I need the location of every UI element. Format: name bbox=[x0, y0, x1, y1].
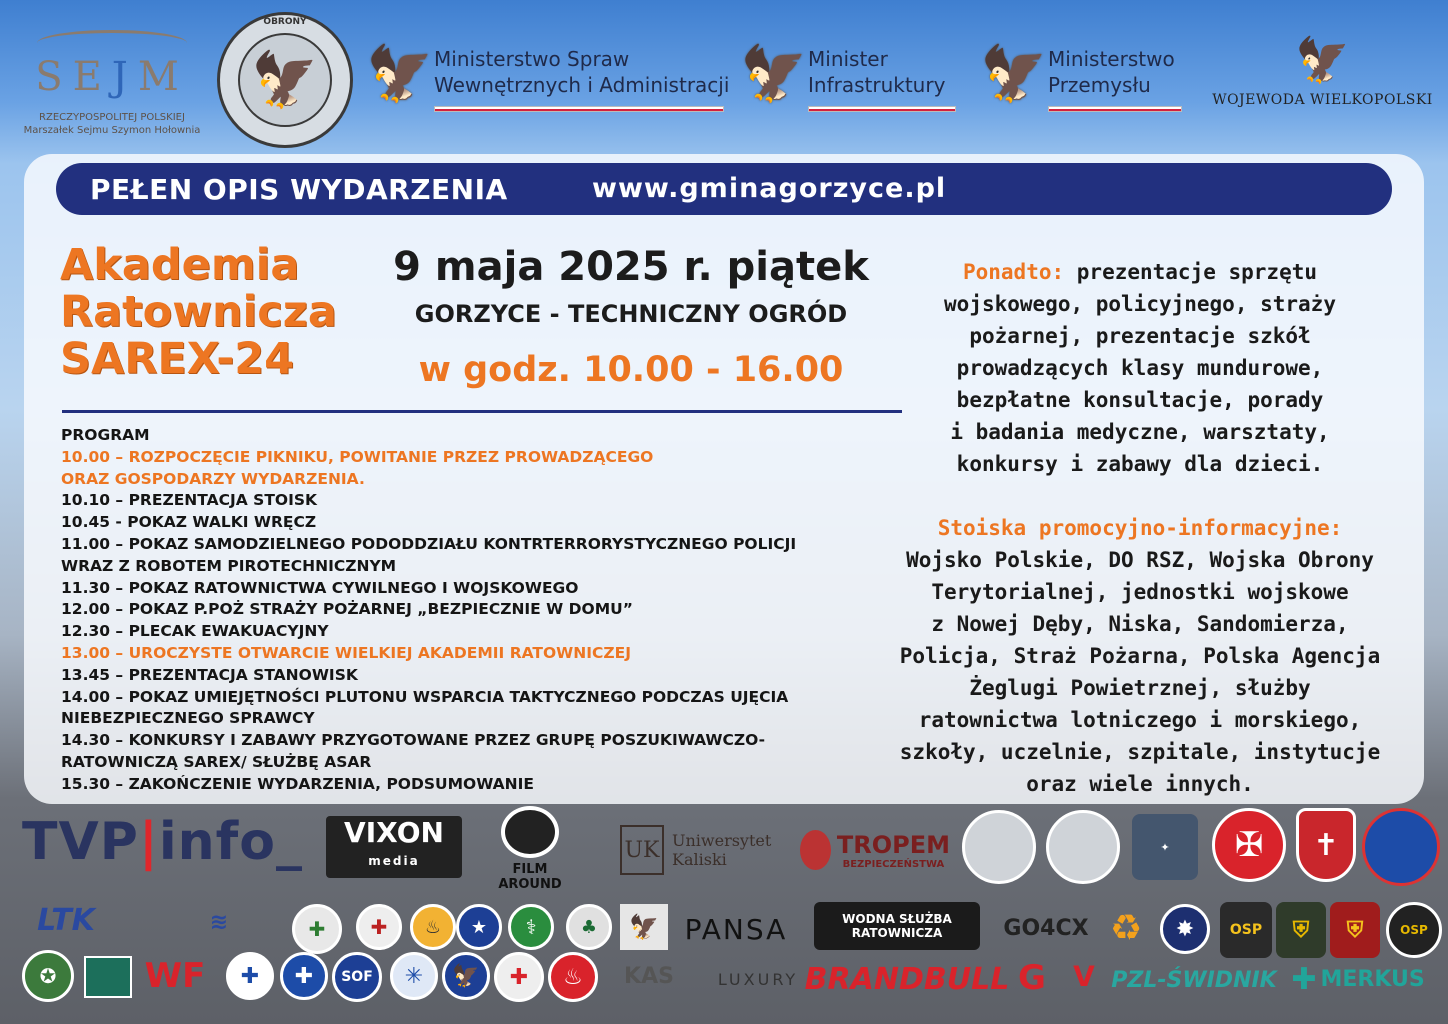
sejm-logo bbox=[22, 30, 202, 136]
sejm-subtitle: RZECZYPOSPOLITEJ POLSKIEJ bbox=[39, 112, 185, 123]
ministry-industry-logo bbox=[980, 34, 1182, 114]
program-item: 12.00 – POKAZ P.POŻ STRAŻY POŻARNEJ „BEZPIECZNIE W DOMU” bbox=[61, 600, 633, 619]
event-title bbox=[60, 242, 337, 383]
sejm-word-right: M bbox=[137, 54, 189, 100]
event-hours: w godz. 10.00 - 16.00 bbox=[418, 350, 844, 390]
program-item: RATOWNICZĄ SAREX/ SŁUŻBĘ ASAR bbox=[61, 752, 372, 771]
seal-text: OBRONY bbox=[263, 17, 307, 27]
fire-badge-icon: ♨ bbox=[410, 904, 456, 950]
program-item: 15.30 – ZAKOŃCZENIE WYDARZENIA, PODSUMOWANIE bbox=[61, 774, 534, 793]
map-badge-icon bbox=[1046, 810, 1120, 884]
extra-label: Ponadto: bbox=[962, 260, 1065, 284]
stands-line: Terytorialnej, jednostki wojskowe bbox=[931, 580, 1349, 604]
search-rescue-badge-icon bbox=[1362, 808, 1440, 886]
ministry-line2: Wewnętrznych i Administracji bbox=[434, 73, 730, 97]
sejm-arch-icon bbox=[37, 30, 187, 56]
program-item: 13.00 – UROCZYSTE OTWARCIE WIELKIEJ AKADEMII RATOWNICZEJ bbox=[61, 643, 631, 662]
header-title: PEŁEN OPIS WYDARZENIA bbox=[90, 173, 508, 206]
tropem-logo: TROPEM BEZPIECZEŃSTWA bbox=[800, 824, 950, 876]
ministry-line1: Ministerstwo bbox=[1048, 47, 1175, 71]
pzl-swidnik-logo: PZL-ŚWIDNIK bbox=[1111, 967, 1277, 993]
uniwersytet-kaliski-logo: UK Uniwersytet Kaliski bbox=[620, 822, 788, 878]
ministry-line2: Przemysłu bbox=[1048, 73, 1151, 97]
forest-service-badge-icon: ♣ bbox=[566, 904, 612, 950]
forest-badge-icon bbox=[962, 810, 1036, 884]
eagle-round-badge-icon: 🦅 bbox=[442, 952, 490, 1000]
minister-infrastructure-logo bbox=[740, 34, 956, 114]
ministry-line1: Minister bbox=[808, 47, 888, 71]
defense-seal-logo bbox=[217, 12, 353, 148]
kas-logo-icon: KAS bbox=[624, 963, 674, 989]
film-around-logo: FILM AROUND bbox=[480, 806, 580, 892]
stands-line: szkoły, uczelnie, szpitale, instytucje bbox=[899, 740, 1381, 764]
wodna-sluzba-logo: WODNA SŁUŻBA RATOWNICZA bbox=[814, 902, 980, 950]
extra-line: wojskowego, policyjnego, straży bbox=[944, 292, 1336, 316]
program-item: 11.30 – POKAZ RATOWNICTWA CYWILNEGO I WOJSKOWEGO bbox=[61, 578, 579, 597]
merkus-logo: ✚ MERKUS bbox=[1291, 961, 1425, 997]
police-badge-icon: ★ bbox=[456, 904, 502, 950]
rzpt-logo-icon: G bbox=[1018, 958, 1046, 998]
pansa-logo: PANSA bbox=[684, 912, 788, 946]
fire-rescue-badge-icon: ♨ bbox=[548, 952, 598, 1002]
brandbull-logo: BRANDBULL bbox=[804, 961, 1010, 997]
program-item: WRAZ Z ROBOTEM PIROTECHNICZNYM bbox=[61, 556, 397, 575]
stands-line: Żeglugi Powietrznej, służby bbox=[969, 676, 1311, 700]
stands-line: Wojsko Polskie, DO RSZ, Wojska Obrony bbox=[906, 548, 1374, 572]
white-eagle-icon: 🦅 bbox=[980, 42, 1048, 105]
medic-badge-icon: ✚ bbox=[356, 904, 402, 950]
wings-logo-icon: ᐯ bbox=[1073, 959, 1095, 993]
extra-line: bezpłatne konsultacje, porady bbox=[956, 388, 1324, 412]
extra-line: i badania medyczne, warsztaty, bbox=[950, 420, 1330, 444]
divider bbox=[62, 410, 902, 413]
uk-emblem-icon: UK bbox=[620, 825, 664, 875]
film-reel-icon bbox=[501, 806, 559, 858]
program-item: ORAZ GOSPODARZY WYDARZENIA. bbox=[61, 469, 365, 488]
eagle-shield-icon: 🦅 bbox=[620, 904, 668, 950]
flag-stripe bbox=[434, 106, 724, 112]
osp-badge-icon: OSP bbox=[1220, 902, 1272, 958]
top-logo-strip bbox=[0, 0, 1448, 155]
detective-icon bbox=[800, 830, 831, 870]
rescue-star-badge-icon: ✦ bbox=[1132, 814, 1198, 880]
wf-logo-icon: WF bbox=[144, 956, 206, 996]
program-item: 12.30 – PLECAK EWAKUACYJNY bbox=[61, 622, 329, 641]
compass-badge-icon: ✸ bbox=[1160, 904, 1210, 954]
tvp-info-logo: TVP | info_ bbox=[22, 812, 304, 872]
stands-line: ratownictwa lotniczego i morskiego, bbox=[918, 708, 1362, 732]
program-item: 11.00 – POKAZ SAMODZIELNEGO PODODDZIAŁU KONTRTERRORYSTYCZNEGO POLICJI bbox=[61, 534, 797, 553]
wojewoda-text: WOJEWODA WIELKOPOLSKI bbox=[1212, 92, 1433, 108]
osp-round-badge-icon: OSP bbox=[1386, 902, 1442, 958]
ltk-logo: LTK bbox=[37, 902, 95, 938]
event-title-line: Ratownicza bbox=[60, 287, 337, 337]
maltese-cross-badge-icon: ✠ bbox=[1212, 808, 1286, 882]
wojewoda-logo bbox=[1205, 34, 1440, 108]
recycle-icon: ♻ bbox=[1109, 907, 1143, 949]
event-title-line: SAREX-24 bbox=[60, 334, 295, 384]
wave-rescue-logo: ≋ bbox=[209, 909, 229, 935]
medical-staff-badge-icon: ⚕ bbox=[508, 904, 554, 950]
sof-badge-icon: SOF bbox=[332, 952, 382, 1002]
extra-info bbox=[890, 256, 1390, 288]
fire-shield-icon: ⛨ bbox=[1330, 902, 1380, 958]
eagle-emblem-icon: 🦅 bbox=[1295, 35, 1350, 86]
ministry-line1: Ministerstwo Spraw bbox=[434, 47, 630, 71]
eagle-icon: 🦅 bbox=[238, 33, 332, 127]
event-place: GORZYCE - TECHNICZNY OGRÓD bbox=[414, 300, 848, 328]
sejm-word-mid: J bbox=[111, 54, 138, 100]
rescue-cross-badge-icon: ✚ bbox=[280, 952, 328, 1000]
unit-shield-icon: ⛨ bbox=[1276, 902, 1326, 958]
sejm-word-left: SE bbox=[35, 54, 112, 100]
blue-cross-badge-icon: ✚ bbox=[226, 952, 274, 1000]
program-item: 10.00 – ROZPOCZĘCIE PIKNIKU, POWITANIE PRZEZ PROWADZĄCEGO bbox=[61, 447, 654, 466]
program-item: 14.30 – KONKURSY I ZABAWY PRZYGOTOWANE PRZEZ GRUPĘ POSZUKIWAWCZO- bbox=[61, 731, 766, 750]
sejm-marshal: Marszałek Sejmu Szymon Hołownia bbox=[23, 125, 201, 136]
extra-line: pożarnej, prezentacje szkół bbox=[969, 324, 1311, 348]
stands-line: z Nowej Dęby, Niska, Sandomierza, bbox=[931, 612, 1349, 636]
pharmacy-cross-icon: ✚ bbox=[1291, 961, 1317, 997]
program-item: 10.10 – PREZENTACJA STOISK bbox=[61, 491, 318, 510]
flag-stripe bbox=[1048, 106, 1182, 112]
program-item: 14.00 – POKAZ UMIEJĘTNOŚCI PLUTONU WSPARCIA TAKTYCZNEGO PODCZAS UJĘCIA bbox=[61, 687, 789, 706]
sponsor-logos bbox=[0, 800, 1448, 1024]
extra-line: konkursy i zabawy dla dzieci. bbox=[956, 452, 1324, 476]
luxury-logo: LUXURY bbox=[717, 969, 799, 989]
ministry-line2: Infrastruktury bbox=[808, 73, 946, 97]
green-flag-icon bbox=[84, 956, 132, 998]
green-cross-badge-icon: ✚ bbox=[292, 904, 342, 954]
red-cross-badge-icon: ✚ bbox=[494, 952, 544, 1002]
program-item: NIEBEZPIECZNEGO SPRAWCY bbox=[61, 709, 315, 728]
white-eagle-icon: 🦅 bbox=[740, 42, 808, 105]
stands-line: Policja, Straż Pożarna, Polska Agencja bbox=[899, 644, 1381, 668]
ministry-mswia-logo bbox=[366, 34, 729, 114]
program-item: 10.45 - POKAZ WALKI WRĘCZ bbox=[61, 513, 317, 532]
stands-label: Stoiska promocyjno-informacyjne: bbox=[937, 516, 1343, 540]
shield-badge-icon: ✝ bbox=[1296, 808, 1356, 882]
go4cx-logo: GO4CX bbox=[1003, 915, 1089, 941]
white-eagle-icon: 🦅 bbox=[366, 42, 434, 105]
extra-line: prowadzących klasy mundurowe, bbox=[956, 356, 1324, 380]
star-of-life-icon: ✳ bbox=[390, 952, 438, 1000]
stands-line: oraz wiele innych. bbox=[1026, 772, 1254, 796]
program-heading: PROGRAM bbox=[61, 426, 150, 444]
event-date: 9 maja 2025 r. piątek bbox=[393, 244, 869, 290]
extra-line: prezentacje sprzętu bbox=[1064, 260, 1318, 284]
info-column bbox=[890, 256, 1390, 800]
event-title-line: Akademia bbox=[60, 240, 300, 290]
program-list bbox=[61, 425, 891, 796]
vixon-media-logo: VIXON media bbox=[326, 816, 462, 878]
paw-badge-icon: ✪ bbox=[22, 950, 74, 1002]
flag-stripe bbox=[808, 106, 956, 112]
header-url[interactable]: www.gminagorzyce.pl bbox=[592, 173, 947, 204]
header-bar bbox=[56, 163, 1392, 215]
program-item: 13.45 – PREZENTACJA STANOWISK bbox=[61, 665, 358, 684]
